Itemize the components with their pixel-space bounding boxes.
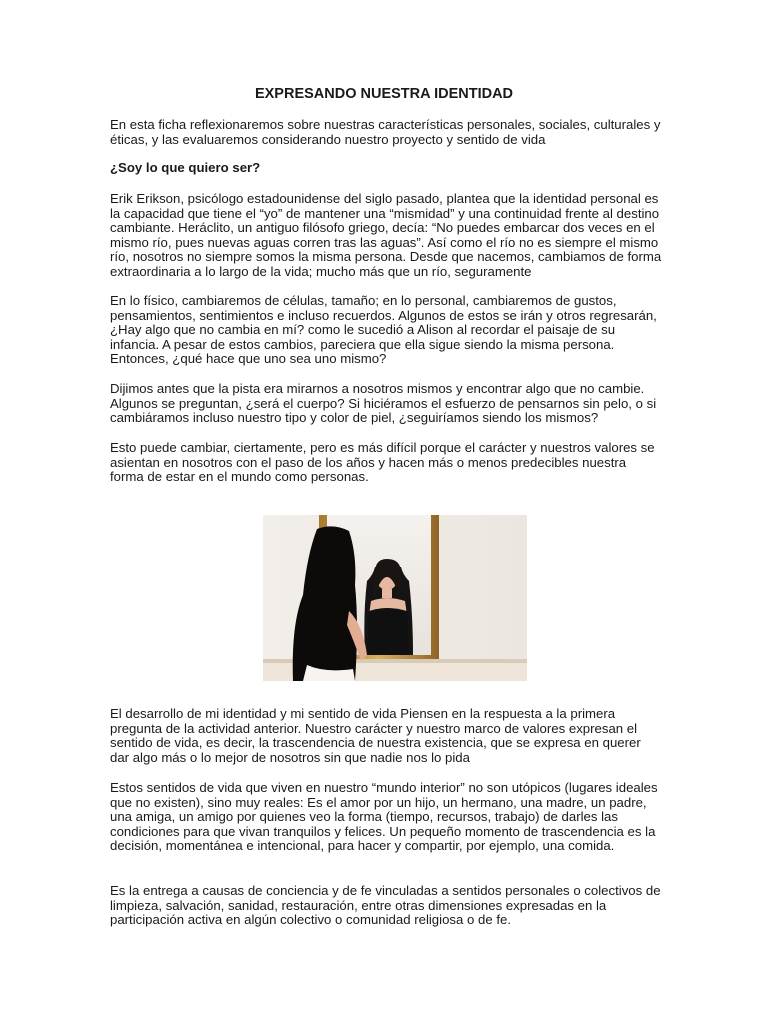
section-question: ¿Soy lo que quiero ser? (110, 160, 261, 175)
paragraph-character: Esto puede cambiar, ciertamente, pero es más difícil porque el carácter y nuestros valores se asientan en nosotros con el paso de los años y hacen más o menos predecibles nuestra forma de estar en el mundo como personas. (110, 440, 655, 485)
paragraph-identity-development: El desarrollo de mi identidad y mi sentido de vida Piensen en la respuesta a la primera pregunta de la actividad anterior. Nuestro carácter y nuestro marco de valores expresan el sentido de vida, es decir, la trascendencia de nuestra existencia, que se expresa en querer dar algo más o lo mejor de nosotros sin que nadie nos lo pida (110, 706, 641, 765)
mirror-photo (263, 515, 527, 681)
document-title: EXPRESANDO NUESTRA IDENTIDAD (254, 86, 514, 102)
paragraph-changes: En lo físico, cambiaremos de células, tamaño; en lo personal, cambiaremos de gustos, pensamientos, sentimientos e incluso recuerdos. Algunos de estos se irán y otros regresarán, ¿Hay algo que no cambia en mí? como le sucedió a Alison al recordar el paisaje de su infancia. A pesar de estos cambios, pareciera que ella sigue siendo la misma persona. Entonces, ¿qué hace que uno sea uno mismo? (110, 293, 657, 367)
paragraph-causes: Es la entrega a causas de conciencia y de fe vinculadas a sentidos personales o colectivos de limpieza, salvación, sanidad, restauración, entre otras dimensiones expresadas en la participación activa en algún colectivo o comunidad religiosa o de fe. (110, 883, 661, 928)
paragraph-body: Dijimos antes que la pista era mirarnos a nosotros mismos y encontrar algo que no cambie. Algunos se preguntan, ¿será el cuerpo? Si hiciéramos el esfuerzo de pensarnos sin pelo, o si cambiáramos incluso nuestro tipo y color de piel, ¿seguiríamos siendo los mismos? (110, 381, 657, 426)
paragraph-erikson: Erik Erikson, psicólogo estadounidense del siglo pasado, plantea que la identidad personal es la capacidad que tiene el “yo” de mantener una “mismidad” y una continuidad frente al destino cambiante. Heráclito, un antiguo filósofo griego, decía: “No puedes embarcar dos veces en el mismo río, pues nuevas aguas corren tras las aguas”. Así como el río no es siempre el mismo río, nosotros no siempre somos la misma persona. Desde que nacemos, cambiamos de forma extraordinaria a lo largo de la vida; mucho más que un río, seguramente (110, 191, 662, 279)
intro-paragraph: En esta ficha reflexionaremos sobre nuestras características personales, sociales, culturales y éticas, y las evaluaremos considerando nuestro proyecto y sentido de vida (110, 117, 661, 147)
paragraph-inner-world: Estos sentidos de vida que viven en nuestro “mundo interior” no son utópicos (lugares ideales que no existen), sino muy reales: Es el amor por un hijo, un hermano, una madre, un padre, una amiga, un amigo por quienes veo la forma (tiempo, recursos, trabajo) de darles las condiciones para que vivan tranquilos y felices. Un pequeño momento de trascendencia es la decisión, momentánea e intencional, para hacer y compartir, por ejemplo, una comida. (110, 780, 658, 854)
